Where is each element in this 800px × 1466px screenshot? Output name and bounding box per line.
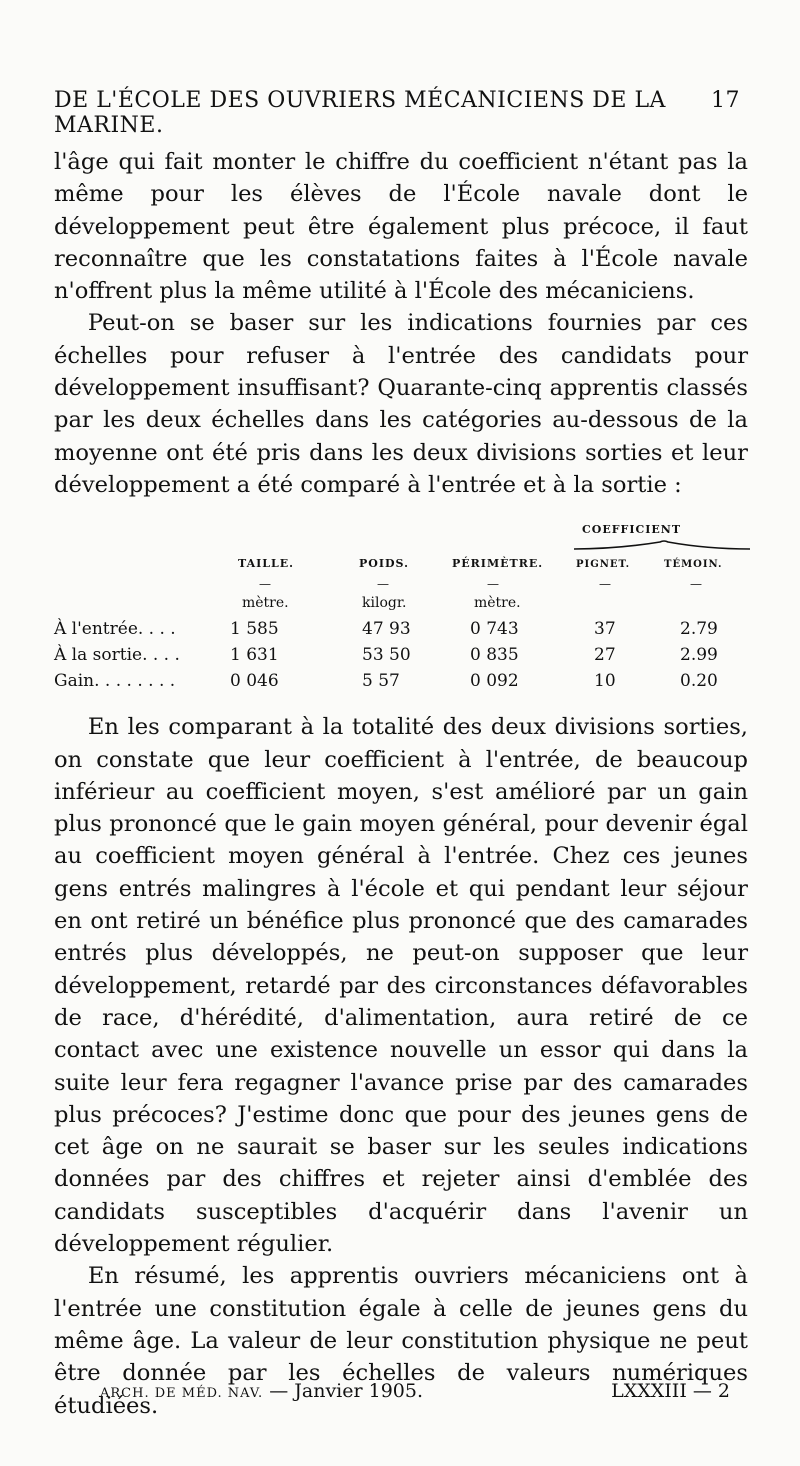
cell-value: 10 — [594, 671, 616, 692]
cell-value: 0 092 — [470, 671, 519, 692]
cell-value: 53 50 — [362, 645, 411, 666]
page-number: 17 — [711, 88, 740, 113]
column-header-pignet: PIGNET. — [576, 559, 631, 571]
column-header-temoin: TÉMOIN. — [664, 559, 723, 571]
coefficient-brace-icon — [572, 539, 752, 551]
column-header-taille: TAILLE. — [238, 557, 294, 571]
cell-value: 1 631 — [230, 645, 279, 666]
measurements-table — [54, 519, 748, 695]
running-header — [54, 88, 748, 138]
unit-perimetre: mètre. — [474, 595, 521, 612]
coefficient-group-header: COEFFICIENT — [582, 523, 682, 537]
footer-separator: — — [269, 1380, 289, 1402]
column-dash: — — [690, 577, 702, 592]
column-dash: — — [377, 577, 389, 592]
running-title: DE L'ÉCOLE DES OUVRIERS MÉCANICIENS DE LA MARINE. — [54, 88, 666, 138]
column-header-poids: POIDS. — [359, 557, 409, 571]
unit-taille: mètre. — [242, 595, 289, 612]
paragraph-1: l'âge qui fait monter le chiffre du coefficient n'étant pas la même pour les élèves de l'École navale dont le développement peut être également plus précoce, il faut reconnaître que les constatations faites à l'École navale n'offrent plus la même utilité à l'École des mécaniciens. — [54, 149, 748, 305]
column-header-perimetre: PÉRIMÈTRE. — [452, 557, 544, 571]
column-dash: — — [599, 577, 611, 592]
cell-value: 37 — [594, 619, 616, 640]
paragraph-4: En résumé, les apprentis ouvriers mécaniciens ont à l'entrée une constitution égale à celle de jeunes gens du même âge. La valeur de leur constitution physique ne peut être donnée par les échelles de valeurs numériques étudiées. — [54, 1263, 748, 1419]
paragraph-3: En les comparant à la totalité des deux divisions sorties, on constate que leur coefficient à l'entrée, de beaucoup inférieur au coefficient moyen, s'est amélioré par un gain plus prononcé que le gain moyen général, pour devenir égal au coefficient moyen général à l'entrée. Chez ces jeunes gens entrés malingres à l'école et qui pendant leur séjour en ont retiré un bénéfice plus prononcé que des camarades entrés plus développés, ne peut-on supposer que leur développement, retardé par des circonstances défavorables de race, d'hérédité, d'alimentation, aura retiré de ce contact avec une existence nouvelle un essor qui dans la suite leur fera regagner l'avance prise par des camarades plus précoces? J'estime donc que pour des jeunes gens de cet âge on ne saurait se baser sur les seules indications données par des chiffres et rejeter ainsi d'emblée des candidats susceptibles d'acquérir dans l'avenir un développement régulier. — [54, 714, 748, 1258]
cell-value: 5 57 — [362, 671, 400, 692]
row-label: À l'entrée. . . . — [54, 619, 176, 640]
cell-value: 0 743 — [470, 619, 519, 640]
cell-value: 1 585 — [230, 619, 279, 640]
cell-value: 0.20 — [680, 671, 718, 692]
signature-mark: LXXXIII — 2 — [611, 1380, 730, 1402]
page-footer — [100, 1380, 730, 1402]
column-dash: — — [487, 577, 499, 592]
cell-value: 2.79 — [680, 619, 718, 640]
cell-value: 47 93 — [362, 619, 411, 640]
row-label: Gain. . . . . . . . — [54, 671, 176, 692]
paragraph-2: Peut-on se baser sur les indications fournies par ces échelles pour refuser à l'entrée des candidats pour développement insuffisant? Quarante-cinq apprentis classés par les deux échelles dans les catégories au-dessous de la moyenne ont été pris dans les deux divisions sorties et leur développement a été comparé à l'entrée et à la sortie : — [54, 310, 748, 498]
unit-poids: kilogr. — [362, 595, 407, 612]
cell-value: 2.99 — [680, 645, 718, 666]
cell-value: 0 046 — [230, 671, 279, 692]
issue-date: Janvier 1905. — [294, 1380, 424, 1402]
row-label: À la sortie. . . . — [54, 645, 180, 666]
column-dash: — — [259, 577, 271, 592]
cell-value: 27 — [594, 645, 616, 666]
journal-name: ARCH. DE MÉD. NAV. — [100, 1386, 264, 1401]
cell-value: 0 835 — [470, 645, 519, 666]
